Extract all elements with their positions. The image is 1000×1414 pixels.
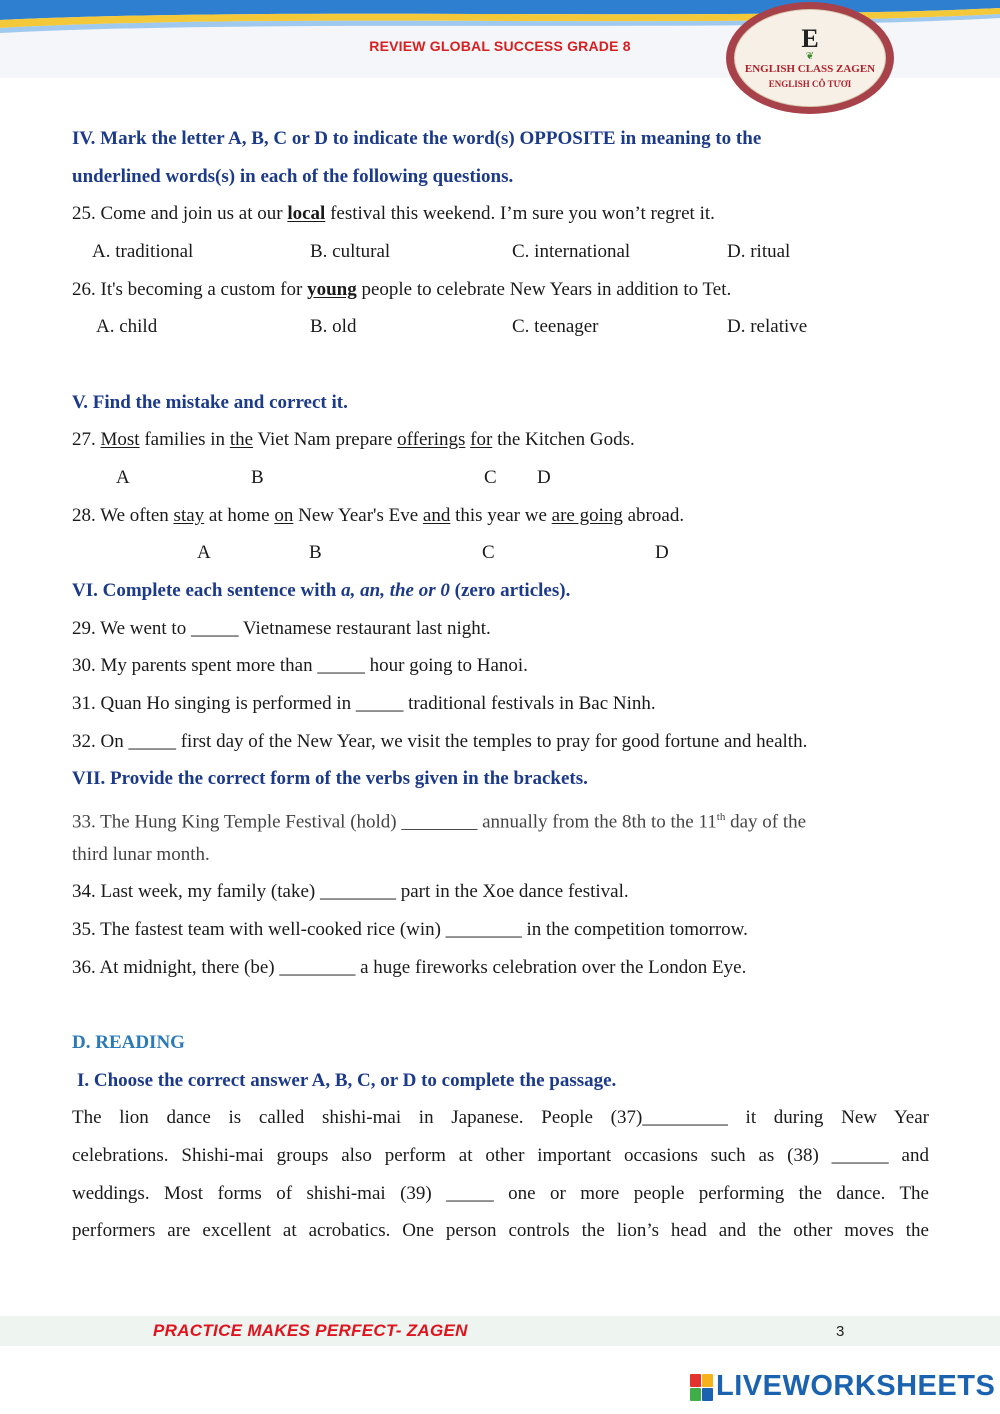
question-29: 29. We went to _____ Vietnamese restaurant last night.: [72, 618, 491, 639]
question-35: 35. The fastest team with well-cooked rice (win) ________ in the competition tomorrow.: [72, 919, 748, 940]
q25-option-c[interactable]: C. international: [512, 241, 631, 262]
question-30: 30. My parents spent more than _____ hour going to Hanoi.: [72, 655, 528, 676]
logo-title: ENGLISH CLASS ZAGEN: [744, 63, 876, 75]
q27-letter-b[interactable]: B: [251, 467, 264, 488]
q26-option-b[interactable]: B. old: [310, 316, 357, 337]
q26-key-word: young: [307, 279, 357, 300]
section4-heading-line2: underlined words(s) in each of the following questions.: [72, 166, 514, 187]
passage-line-1: The lion dance is called shishi-mai in Japanese. People (37)_________ it during New Year: [72, 1107, 929, 1128]
q26-option-a[interactable]: A. child: [96, 316, 158, 337]
page-number: 3: [836, 1323, 845, 1340]
footer-motto: PRACTICE MAKES PERFECT- ZAGEN: [153, 1321, 468, 1340]
question-26: 26. It's becoming a custom for young people to celebrate New Years in addition to Tet.: [72, 279, 732, 300]
question-33: 33. The Hung King Temple Festival (hold) ________ annually from the 8th to the 11th day of the: [72, 811, 807, 833]
q25-option-a[interactable]: A. traditional: [92, 241, 194, 262]
question-36: 36. At midnight, there (be) ________ a huge fireworks celebration over the London Eye.: [72, 957, 747, 978]
logo-letter: E: [801, 24, 819, 53]
liveworksheets-logo[interactable]: [690, 1370, 995, 1403]
q28-letter-a[interactable]: A: [197, 542, 211, 563]
section4-heading-line1: IV. Mark the letter A, B, C or D to indicate the word(s) OPPOSITE in meaning to the: [72, 128, 762, 149]
q25-key-word: local: [287, 203, 326, 224]
question-32: 32. On _____ first day of the New Year, we visit the temples to pray for good fortune and health.: [72, 731, 808, 752]
q25-option-b[interactable]: B. cultural: [310, 241, 391, 262]
question-34: 34. Last week, my family (take) ________ part in the Xoe dance festival.: [72, 881, 629, 902]
reading-heading: D. READING: [72, 1032, 185, 1053]
reading-sub-heading: I. Choose the correct answer A, B, C, or D to complete the passage.: [77, 1070, 617, 1091]
passage-line-3: weddings. Most forms of shishi-mai (39) _____ one or more people performing the dance. The: [72, 1183, 929, 1204]
q28-letter-b[interactable]: B: [309, 542, 322, 563]
q25-option-d[interactable]: D. ritual: [727, 241, 791, 262]
q27-letter-c[interactable]: C: [484, 467, 497, 488]
q28-letter-c[interactable]: C: [482, 542, 495, 563]
passage-line-4: performers are excellent at acrobatics. One person controls the lion’s head and the other moves the: [72, 1220, 929, 1241]
logo-subtitle: ENGLISH CÔ TƯƠI: [768, 79, 852, 89]
question-33-continued: third lunar month.: [72, 844, 210, 865]
section5-heading: V. Find the mistake and correct it.: [72, 392, 348, 413]
section6-heading: VI. Complete each sentence with a, an, the or 0 (zero articles).: [72, 580, 571, 601]
class-logo: [726, 2, 894, 114]
liveworksheets-icon: [690, 1374, 712, 1400]
passage-line-2: celebrations. Shishi-mai groups also perform at other important occasions such as (38) ______ and: [72, 1145, 929, 1166]
liveworksheets-brand: LIVEWORKSHEETS: [716, 1370, 996, 1402]
question-27: 27. Most families in the Viet Nam prepare offerings for the Kitchen Gods.: [72, 429, 635, 450]
q27-letter-d[interactable]: D: [537, 467, 551, 488]
q26-option-c[interactable]: C. teenager: [512, 316, 599, 337]
q26-option-d[interactable]: D. relative: [727, 316, 808, 337]
footer-band: [0, 1316, 1000, 1346]
page-title: REVIEW GLOBAL SUCCESS GRADE 8: [369, 38, 631, 54]
question-28: 28. We often stay at home on New Year's Eve and this year we are going abroad.: [72, 505, 685, 526]
section7-heading: VII. Provide the correct form of the verbs given in the brackets.: [72, 768, 588, 789]
q27-letter-a[interactable]: A: [116, 467, 130, 488]
question-31: 31. Quan Ho singing is performed in _____ traditional festivals in Bac Ninh.: [72, 693, 656, 714]
question-25: 25. Come and join us at our local festival this weekend. I’m sure you won’t regret it.: [72, 203, 715, 224]
leaf-icon: ❦: [805, 51, 815, 62]
q28-letter-d[interactable]: D: [655, 542, 669, 563]
